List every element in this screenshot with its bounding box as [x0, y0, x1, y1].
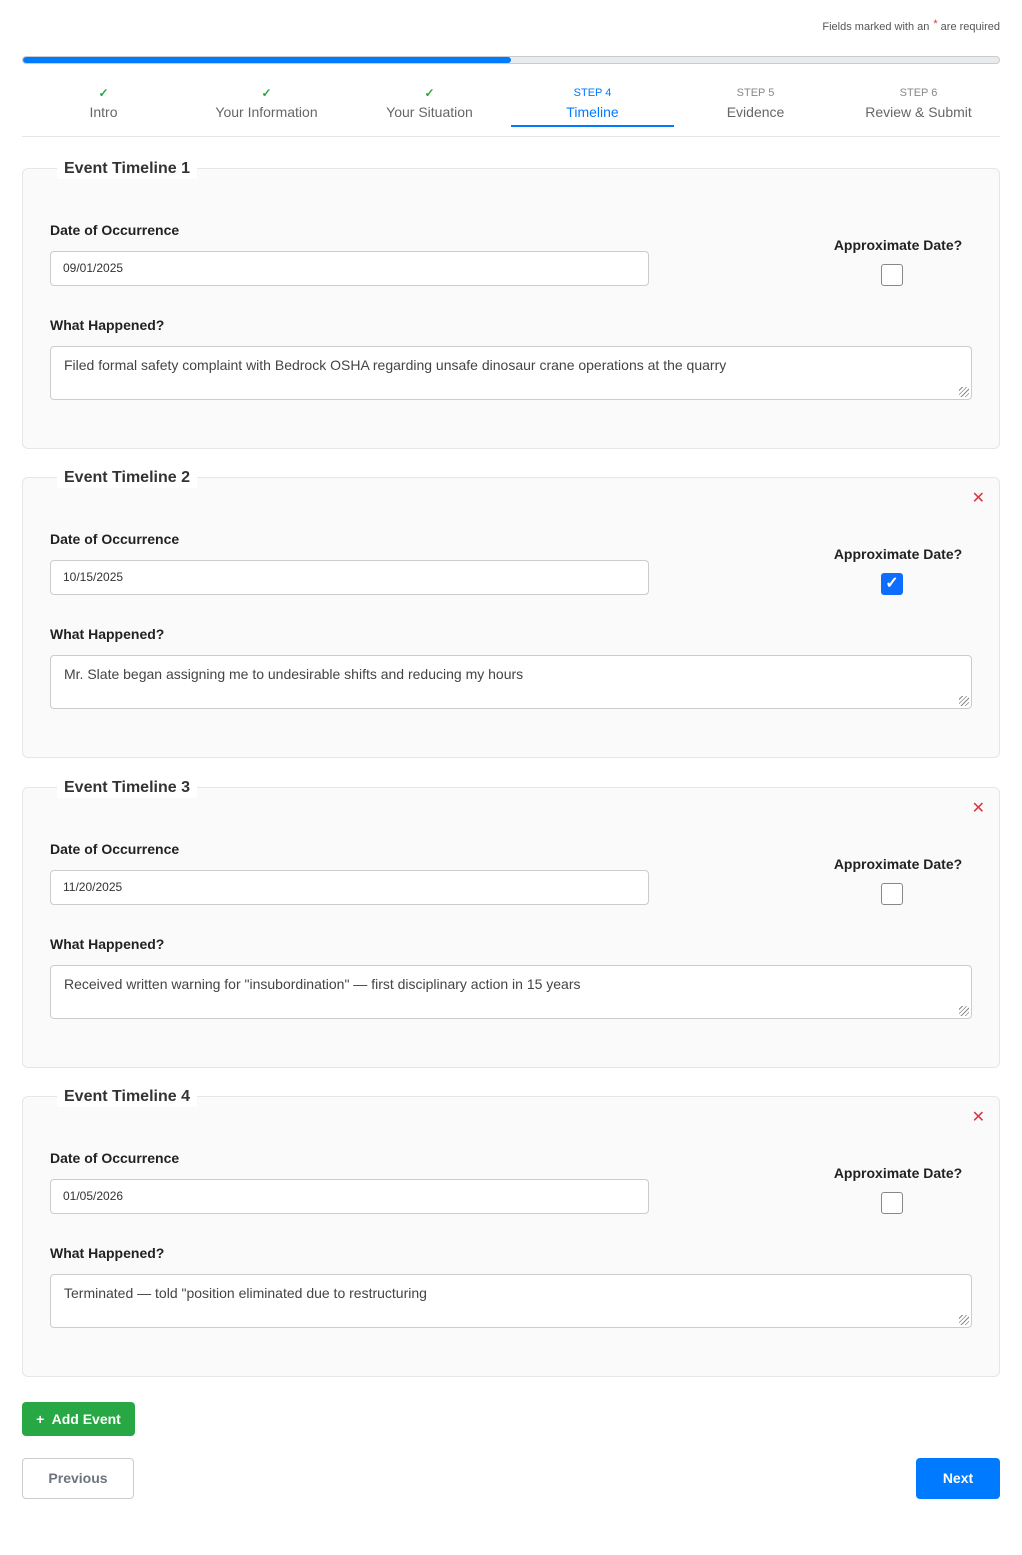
date-input[interactable]: 09/01/2025	[50, 251, 649, 286]
approx-date-checkbox[interactable]	[881, 883, 903, 905]
required-star: *	[933, 18, 938, 30]
event-card	[22, 1088, 1000, 1377]
event-card	[22, 779, 1000, 1068]
approx-date-checkbox[interactable]: ✓	[881, 573, 903, 595]
event-title: Event Timeline 4	[57, 1087, 197, 1107]
step-review-submit[interactable]	[837, 82, 1000, 136]
what-happened-textarea[interactable]: Received written warning for "insubordination" — first disciplinary action in 15 years	[50, 965, 972, 1019]
step-label: Your Information	[215, 104, 318, 120]
step-label: Review & Submit	[865, 104, 972, 120]
what-happened-textarea[interactable]: Filed formal safety complaint with Bedrock OSHA regarding unsafe dinosaur crane operations at the quarry	[50, 346, 972, 400]
what-happened-label: What Happened?	[50, 1245, 165, 1261]
step-intro[interactable]	[22, 82, 185, 136]
previous-button[interactable]: Previous	[22, 1458, 134, 1499]
what-happened-textarea[interactable]: Terminated — told "position eliminated due to restructuring	[50, 1274, 972, 1328]
what-happened-label: What Happened?	[50, 317, 165, 333]
approx-date-checkbox[interactable]	[881, 264, 903, 286]
approx-date-checkbox[interactable]	[881, 1192, 903, 1214]
step-label: Evidence	[726, 104, 785, 120]
date-label: Date of Occurrence	[50, 222, 180, 238]
step-nav	[22, 82, 1000, 137]
required-note	[822, 18, 1000, 33]
step-your-information[interactable]	[185, 82, 348, 136]
step-number: STEP 6	[899, 87, 938, 99]
date-label: Date of Occurrence	[50, 841, 180, 857]
step-label: Intro	[89, 104, 118, 120]
approx-date-label: Approximate Date?	[833, 856, 963, 872]
event-title: Event Timeline 3	[57, 778, 197, 798]
check-icon: ✓	[424, 86, 435, 100]
step-label: Your Situation	[386, 104, 473, 120]
what-happened-label: What Happened?	[50, 936, 165, 952]
event-title: Event Timeline 1	[57, 159, 197, 179]
remove-event-icon[interactable]: ✕	[971, 1109, 985, 1126]
approx-date-label: Approximate Date?	[833, 1165, 963, 1181]
progress-bar	[22, 56, 1000, 64]
date-label: Date of Occurrence	[50, 531, 180, 547]
event-title: Event Timeline 2	[57, 468, 197, 488]
approx-date-label: Approximate Date?	[833, 237, 963, 253]
event-card	[22, 469, 1000, 758]
what-happened-label: What Happened?	[50, 626, 165, 642]
date-input[interactable]: 10/15/2025	[50, 560, 649, 595]
step-your-situation[interactable]	[348, 82, 511, 136]
check-icon: ✓	[98, 86, 109, 100]
next-button[interactable]: Next	[916, 1458, 1000, 1499]
remove-event-icon[interactable]: ✕	[971, 800, 985, 817]
date-input[interactable]: 01/05/2026	[50, 1179, 649, 1214]
progress-fill	[23, 57, 511, 63]
add-event-button[interactable]: + Add Event	[22, 1402, 135, 1436]
step-number: STEP 5	[736, 87, 775, 99]
step-label: Timeline	[566, 104, 619, 120]
required-note-text: Fields marked with an	[822, 21, 930, 33]
event-card	[22, 160, 1000, 449]
approx-date-label: Approximate Date?	[833, 546, 963, 562]
step-timeline[interactable]	[511, 82, 674, 136]
date-label: Date of Occurrence	[50, 1150, 180, 1166]
required-note-text-end: are required	[940, 21, 1000, 33]
step-evidence[interactable]	[674, 82, 837, 136]
date-input[interactable]: 11/20/2025	[50, 870, 649, 905]
step-number: STEP 4	[573, 87, 612, 99]
what-happened-textarea[interactable]: Mr. Slate began assigning me to undesirable shifts and reducing my hours	[50, 655, 972, 709]
check-icon: ✓	[261, 86, 272, 100]
remove-event-icon[interactable]: ✕	[971, 490, 985, 507]
